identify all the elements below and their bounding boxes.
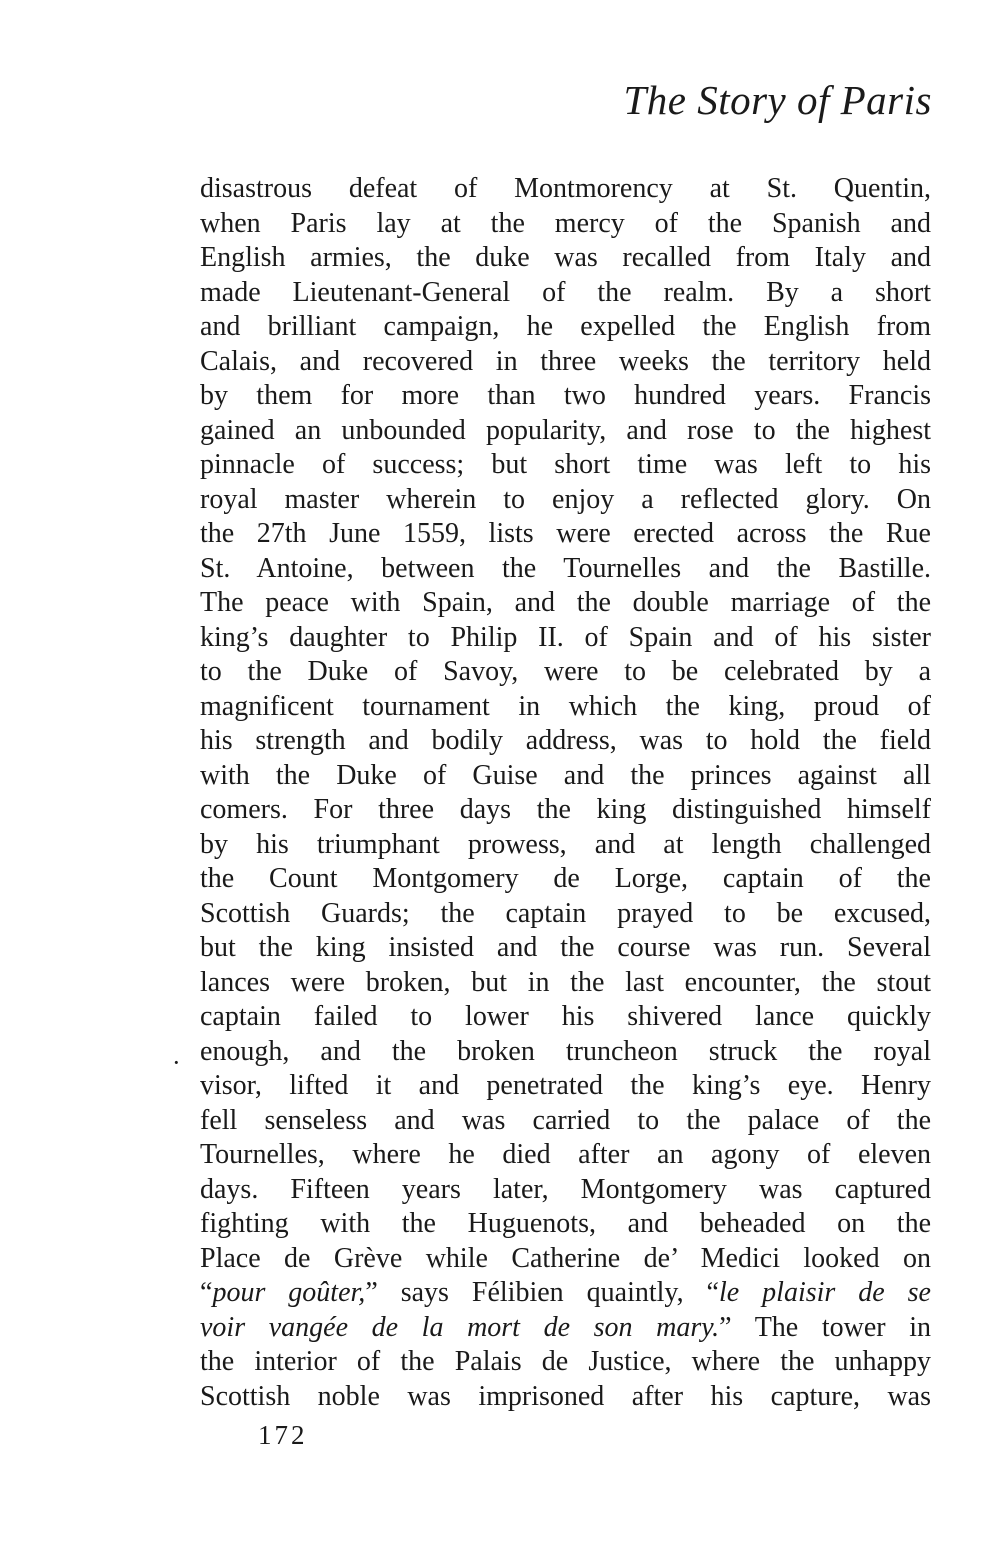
- text-line: to the Duke of Savoy, were to be celebrated by a: [200, 656, 931, 687]
- text-line: and brilliant campaign, he expelled the English from: [200, 311, 931, 342]
- text-line: king’s daughter to Philip II. of Spain and of his sister: [200, 621, 931, 653]
- text-line: visor, lifted it and penetrated the king’s eye. Henry: [200, 1070, 931, 1101]
- text-line: English armies, the duke was recalled from Italy and: [200, 242, 931, 273]
- text-line: fell senseless and was carried to the palace of the: [200, 1104, 931, 1136]
- text-line: Calais, and recovered in three weeks the territory held: [200, 345, 931, 377]
- text-line: his strength and bodily address, was to hold the field: [200, 725, 931, 756]
- body-text: [200, 172, 931, 1414]
- text-line: royal master wherein to enjoy a reflected glory. On: [200, 483, 931, 515]
- quote-line-rest: ” The tower in: [719, 1311, 931, 1343]
- text-line: by them for more than two hundred years. Francis: [200, 380, 931, 411]
- text-line: gained an unbounded popularity, and rose to the highest: [200, 414, 931, 446]
- quote-line-continued: [200, 1311, 931, 1346]
- text-line: Place de Grève while Catherine de’ Medici looked on: [200, 1242, 931, 1274]
- text-line: Tournelles, where he died after an agony of eleven: [200, 1139, 931, 1170]
- text-line: The peace with Spain, and the double marriage of the: [200, 587, 931, 618]
- page-number: 172: [258, 1420, 308, 1450]
- text-line: when Paris lay at the mercy of the Spanish and: [200, 207, 931, 239]
- text-line: St. Antoine, between the Tournelles and the Bastille.: [200, 552, 931, 584]
- quote-attribution: ” says Félibien quaintly, “: [365, 1277, 719, 1308]
- text-line: Scottish Guards; the captain prayed to be excused,: [200, 897, 931, 929]
- text-line: comers. For three days the king distinguished himself: [200, 794, 931, 825]
- text-line: lances were broken, but in the last encounter, the stout: [200, 966, 931, 998]
- text-line: days. Fifteen years later, Montgomery was captured: [200, 1173, 931, 1205]
- margin-dot-mark: ·: [172, 1048, 181, 1077]
- quote-italic-le-plaisir: le plaisir de se: [718, 1277, 931, 1308]
- text-line: captain failed to lower his shivered lance quickly: [200, 1001, 931, 1032]
- text-line: but the king insisted and the course was run. Several: [200, 932, 931, 963]
- quote-open: “: [200, 1277, 213, 1308]
- text-line: made Lieutenant-General of the realm. By a short: [200, 276, 931, 308]
- text-line: fighting with the Huguenots, and beheaded on the: [200, 1208, 931, 1239]
- quote-italic-pour-gouter: pour goûter,: [212, 1277, 366, 1308]
- text-line: the interior of the Palais de Justice, where the unhappy: [200, 1346, 931, 1377]
- text-line: with the Duke of Guise and the princes against all: [200, 759, 931, 791]
- text-line: the Count Montgomery de Lorge, captain of the: [200, 863, 931, 894]
- quote-italic-voir-vangee: voir vangée de la mort de son mary.: [200, 1311, 720, 1343]
- text-line: the 27th June 1559, lists were erected across the Rue: [200, 518, 931, 549]
- text-line: disastrous defeat of Montmorency at St. Quentin,: [200, 173, 931, 204]
- text-line: Scottish noble was imprisoned after his capture, was: [200, 1380, 931, 1412]
- text-line: by his triumphant prowess, and at length challenged: [200, 828, 931, 860]
- running-head-title: The Story of Paris: [623, 77, 932, 123]
- text-line: pinnacle of success; but short time was left to his: [200, 449, 931, 480]
- quote-line: [200, 1276, 931, 1311]
- text-line: enough, and the broken truncheon struck the royal: [200, 1035, 931, 1067]
- text-line: magnificent tournament in which the king, proud of: [200, 690, 931, 722]
